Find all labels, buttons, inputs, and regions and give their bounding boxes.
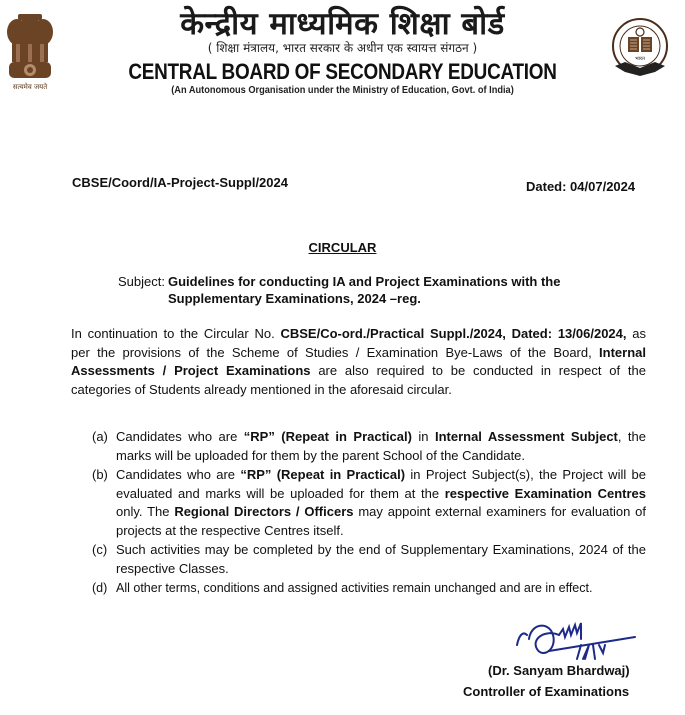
signatory-designation: Controller of Examinations — [463, 684, 630, 699]
item-text: Candidates who are — [116, 429, 244, 444]
hindi-board-subtitle: ( शिक्षा मंत्रालय, भारत सरकार के अधीन एक स्वायत्त संगठन ) — [207, 41, 478, 55]
item-marker: (b) — [92, 467, 108, 482]
item-emphasis: Regional Directors / Officers — [174, 504, 354, 519]
circular-heading: CIRCULAR — [308, 240, 377, 255]
english-board-title: CENTRAL BOARD OF SECONDARY EDUCATION — [128, 59, 557, 84]
item-marker: (a) — [92, 429, 108, 444]
item-emphasis: respective Examination Centres — [444, 485, 646, 501]
letterhead — [0, 0, 685, 105]
cbse-seal-icon — [611, 10, 669, 88]
item-emphasis: Internal Assessment Subject — [434, 429, 618, 444]
intro-emphasis: Internal Assessments / Project Examinations — [71, 344, 646, 378]
subject-text: Guidelines for conducting IA and Project Examinations with the Supplementary Examinations, 2024 –reg. — [168, 274, 561, 306]
list-item-b — [92, 466, 646, 540]
list-item-c — [92, 541, 646, 578]
item-text: Candidates who are — [116, 467, 241, 482]
item-emphasis: “RP” (Repeat in Practical) — [243, 429, 412, 444]
signatory-name: (Dr. Sanyam Bhardwaj) — [488, 663, 630, 678]
item-text: in Project Subject(s), the Project will be evaluated and marks will be uploaded for them at the — [116, 467, 647, 501]
item-marker: (c) — [92, 542, 108, 557]
emblem-motto: सत्यमेव जयते — [12, 83, 48, 91]
intro-text-3: are also required to be conducted in respect of the categories of Students already mentioned in the aforesaid circular. — [71, 363, 646, 397]
reference-number: CBSE/Coord/IA-Project-Suppl/2024 — [72, 175, 288, 190]
circular-date: Dated: 04/07/2024 — [526, 179, 636, 194]
item-marker: (d) — [92, 581, 108, 595]
list-item-d — [92, 579, 646, 598]
hindi-board-title: केन्द्रीय माध्यमिक शिक्षा बोर्ड — [180, 6, 505, 42]
english-board-subtitle: (An Autonomous Organisation under the Ministry of Education, Govt. of India) — [171, 84, 514, 96]
intro-text-2: as per the provisions of the Scheme of Studies / Examination Bye-Laws of the Board, — [71, 326, 646, 360]
intro-paragraph — [71, 325, 646, 399]
item-emphasis: “RP” (Repeat in Practical) — [240, 467, 406, 482]
intro-text-1: In continuation to the Circular No. — [71, 326, 281, 341]
item-text: only. The — [116, 504, 175, 519]
guidelines-list — [92, 428, 646, 599]
item-text: in — [411, 429, 435, 444]
item-text: Such activities may be completed by the end of Supplementary Examinations, 2024 of the respective Classes. — [116, 542, 646, 576]
subject-label: Subject: — [118, 274, 165, 289]
referenced-circular: CBSE/Co-ord./Practical Suppl./2024, Dated: 13/06/2024, — [280, 326, 627, 341]
list-item-a — [92, 428, 646, 465]
subject-line — [118, 273, 638, 307]
item-text: , the marks will be uploaded for them by the parent School of the Candidate. — [116, 429, 647, 463]
svg-text:4/7/24: 4/7/24 — [611, 615, 615, 616]
item-text: All other terms, conditions and assigned activities remain unchanged and are in effect. — [116, 581, 593, 595]
item-text: may appoint external examiners for evaluation of projects at the respective Centres itself. — [116, 504, 646, 538]
handwritten-signature-icon — [515, 615, 645, 670]
svg-text:भारत: भारत — [635, 56, 645, 62]
